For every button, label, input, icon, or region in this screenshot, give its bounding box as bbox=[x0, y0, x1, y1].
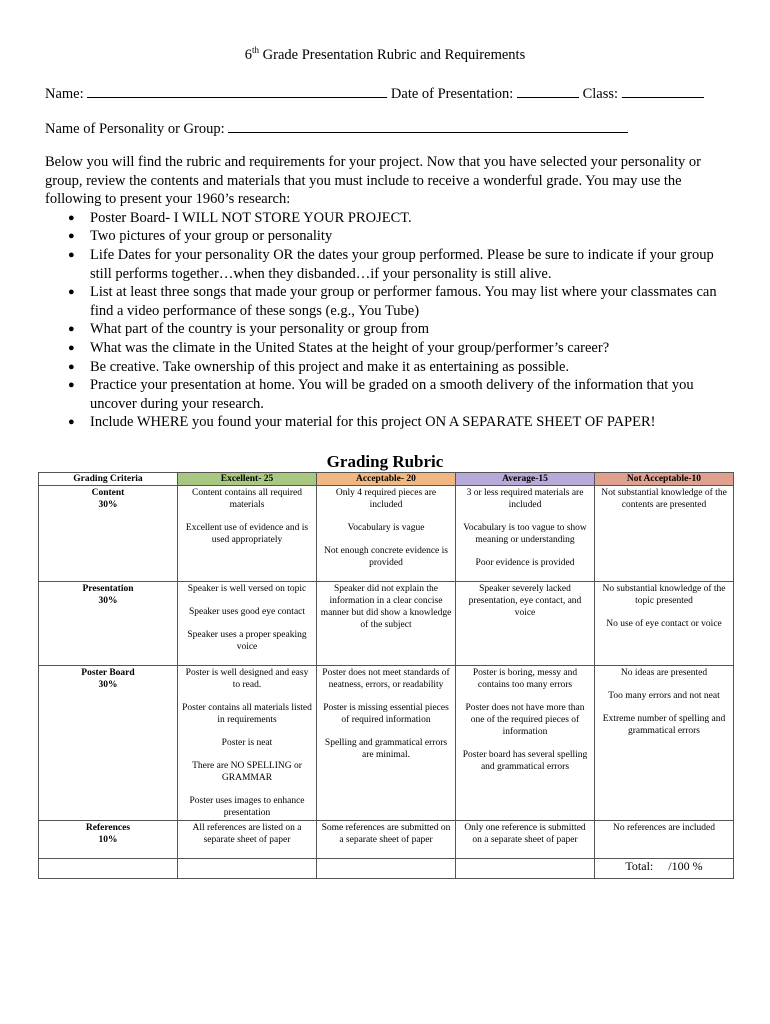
instructions bbox=[45, 153, 735, 432]
table-row-content bbox=[39, 486, 734, 582]
bullet-icon: ● bbox=[68, 211, 75, 224]
average-cell: Poster is boring, messy and contains too many errors Poster does not have more than one of the required pieces of information Poster board has several spelling and grammatical errors bbox=[456, 666, 595, 821]
empty-cell bbox=[456, 859, 595, 879]
class-blank[interactable] bbox=[622, 84, 704, 98]
acceptable-cell: Only 4 required pieces are included Vocabulary is vague Not enough concrete evidence is provided bbox=[317, 486, 456, 582]
class-label: Class: bbox=[582, 86, 619, 102]
personality-field-row bbox=[45, 119, 628, 138]
requirements-list bbox=[45, 209, 735, 432]
list-item: ● Poster Board- I WILL NOT STORE YOUR PROJECT. bbox=[68, 209, 412, 226]
not-acceptable-cell: No substantial knowledge of the topic presented No use of eye contact or voice bbox=[595, 582, 734, 666]
table-row-total bbox=[39, 859, 734, 879]
empty-cell bbox=[178, 859, 317, 879]
bullet-icon: ● bbox=[68, 230, 75, 243]
bullet-icon: ● bbox=[68, 379, 75, 392]
not-acceptable-cell: Not substantial knowledge of the contents are presented bbox=[595, 486, 734, 582]
not-acceptable-header: Not Acceptable-10 bbox=[595, 473, 734, 486]
empty-cell bbox=[317, 859, 456, 879]
name-label: Name: bbox=[45, 86, 84, 102]
personality-label: Name of Personality or Group: bbox=[45, 121, 225, 137]
bullet-icon: ● bbox=[68, 341, 75, 354]
bullet-icon: ● bbox=[68, 416, 75, 429]
table-row-poster bbox=[39, 666, 734, 821]
criteria-cell: References 10% bbox=[39, 821, 178, 859]
excellent-cell: Speaker is well versed on topic Speaker uses good eye contact Speaker uses a proper speaking voice bbox=[178, 582, 317, 666]
not-acceptable-cell: No references are included bbox=[595, 821, 734, 859]
table-row-presentation bbox=[39, 582, 734, 666]
average-cell: Speaker severely lacked presentation, eye contact, and voice bbox=[456, 582, 595, 666]
criteria-cell: Poster Board 30% bbox=[39, 666, 178, 821]
criteria-cell: Presentation 30% bbox=[39, 582, 178, 666]
list-item: ● Be creative. Take ownership of this project and make it as entertaining as possible. bbox=[68, 358, 570, 375]
acceptable-cell: Some references are submitted on a separate sheet of paper bbox=[317, 821, 456, 859]
list-item: ● Include WHERE you found your material for this project ON A SEPARATE SHEET OF PAPER! bbox=[68, 414, 656, 431]
list-item: ● Life Dates for your personality OR the dates your group performed. Please be sure to indicate if your group still performs together…when they disbanded…if your personality is still alive. bbox=[68, 246, 714, 282]
bullet-icon: ● bbox=[68, 286, 75, 299]
criteria-header: Grading Criteria bbox=[39, 473, 178, 486]
criteria-cell: Content 30% bbox=[39, 486, 178, 582]
rubric-table bbox=[38, 472, 734, 879]
list-item: ● Practice your presentation at home. You will be graded on a smooth delivery of the information that you uncover during your research. bbox=[68, 377, 694, 412]
excellent-cell: All references are listed on a separate sheet of paper bbox=[178, 821, 317, 859]
acceptable-cell: Poster does not meet standards of neatness, errors, or readability Poster is missing essential pieces of required information Spelling and grammatical errors are minimal. bbox=[317, 666, 456, 821]
name-blank[interactable] bbox=[87, 84, 387, 98]
total-score[interactable]: Total: /100 % bbox=[595, 859, 734, 879]
empty-cell bbox=[39, 859, 178, 879]
average-cell: 3 or less required materials are included Vocabulary is too vague to show meaning or understanding Poor evidence is provided bbox=[456, 486, 595, 582]
average-cell: Only one reference is submitted on a separate sheet of paper bbox=[456, 821, 595, 859]
list-item: ● What was the climate in the United States at the height of your group/performer’s career? bbox=[68, 339, 610, 356]
rubric-header-row bbox=[39, 473, 734, 486]
date-blank[interactable] bbox=[517, 84, 579, 98]
acceptable-header: Acceptable- 20 bbox=[317, 473, 456, 486]
date-label: Date of Presentation: bbox=[390, 86, 514, 102]
name-field-row bbox=[45, 84, 704, 103]
list-item: ● What part of the country is your personality or group from bbox=[68, 321, 430, 338]
excellent-cell: Poster is well designed and easy to read. Poster contains all materials listed in requirements Poster is neat There are NO SPELLING or GRAMMAR Poster uses images to enhance presentation bbox=[178, 666, 317, 821]
bullet-icon: ● bbox=[68, 323, 75, 336]
bullet-icon: ● bbox=[68, 248, 75, 261]
excellent-header: Excellent- 25 bbox=[178, 473, 317, 486]
page-title: 6th Grade Presentation Rubric and Requirements bbox=[244, 45, 526, 63]
list-item: ● Two pictures of your group or personality bbox=[68, 228, 333, 245]
average-header: Average-15 bbox=[456, 473, 595, 486]
excellent-cell: Content contains all required materials Excellent use of evidence and is used appropriately bbox=[178, 486, 317, 582]
intro-paragraph: Below you will find the rubric and requirements for your project. Now that you have selected your personality or group, review the contents and materials that you must include to receive a wonderful grade. You may use the following to present your 1960’s research: bbox=[45, 154, 701, 208]
list-item: ● List at least three songs that made your group or performer famous. You may list where your classmates can find a video performance of these songs (e.g., You Tube) bbox=[68, 284, 717, 319]
bullet-icon: ● bbox=[68, 360, 75, 373]
personality-blank[interactable] bbox=[228, 119, 628, 133]
rubric-heading: Grading Rubric bbox=[326, 452, 444, 471]
acceptable-cell: Speaker did not explain the information in a clear concise manner but did show a knowledge of the subject bbox=[317, 582, 456, 666]
not-acceptable-cell: No ideas are presented Too many errors and not neat Extreme number of spelling and grammatical errors bbox=[595, 666, 734, 821]
table-row-references bbox=[39, 821, 734, 859]
